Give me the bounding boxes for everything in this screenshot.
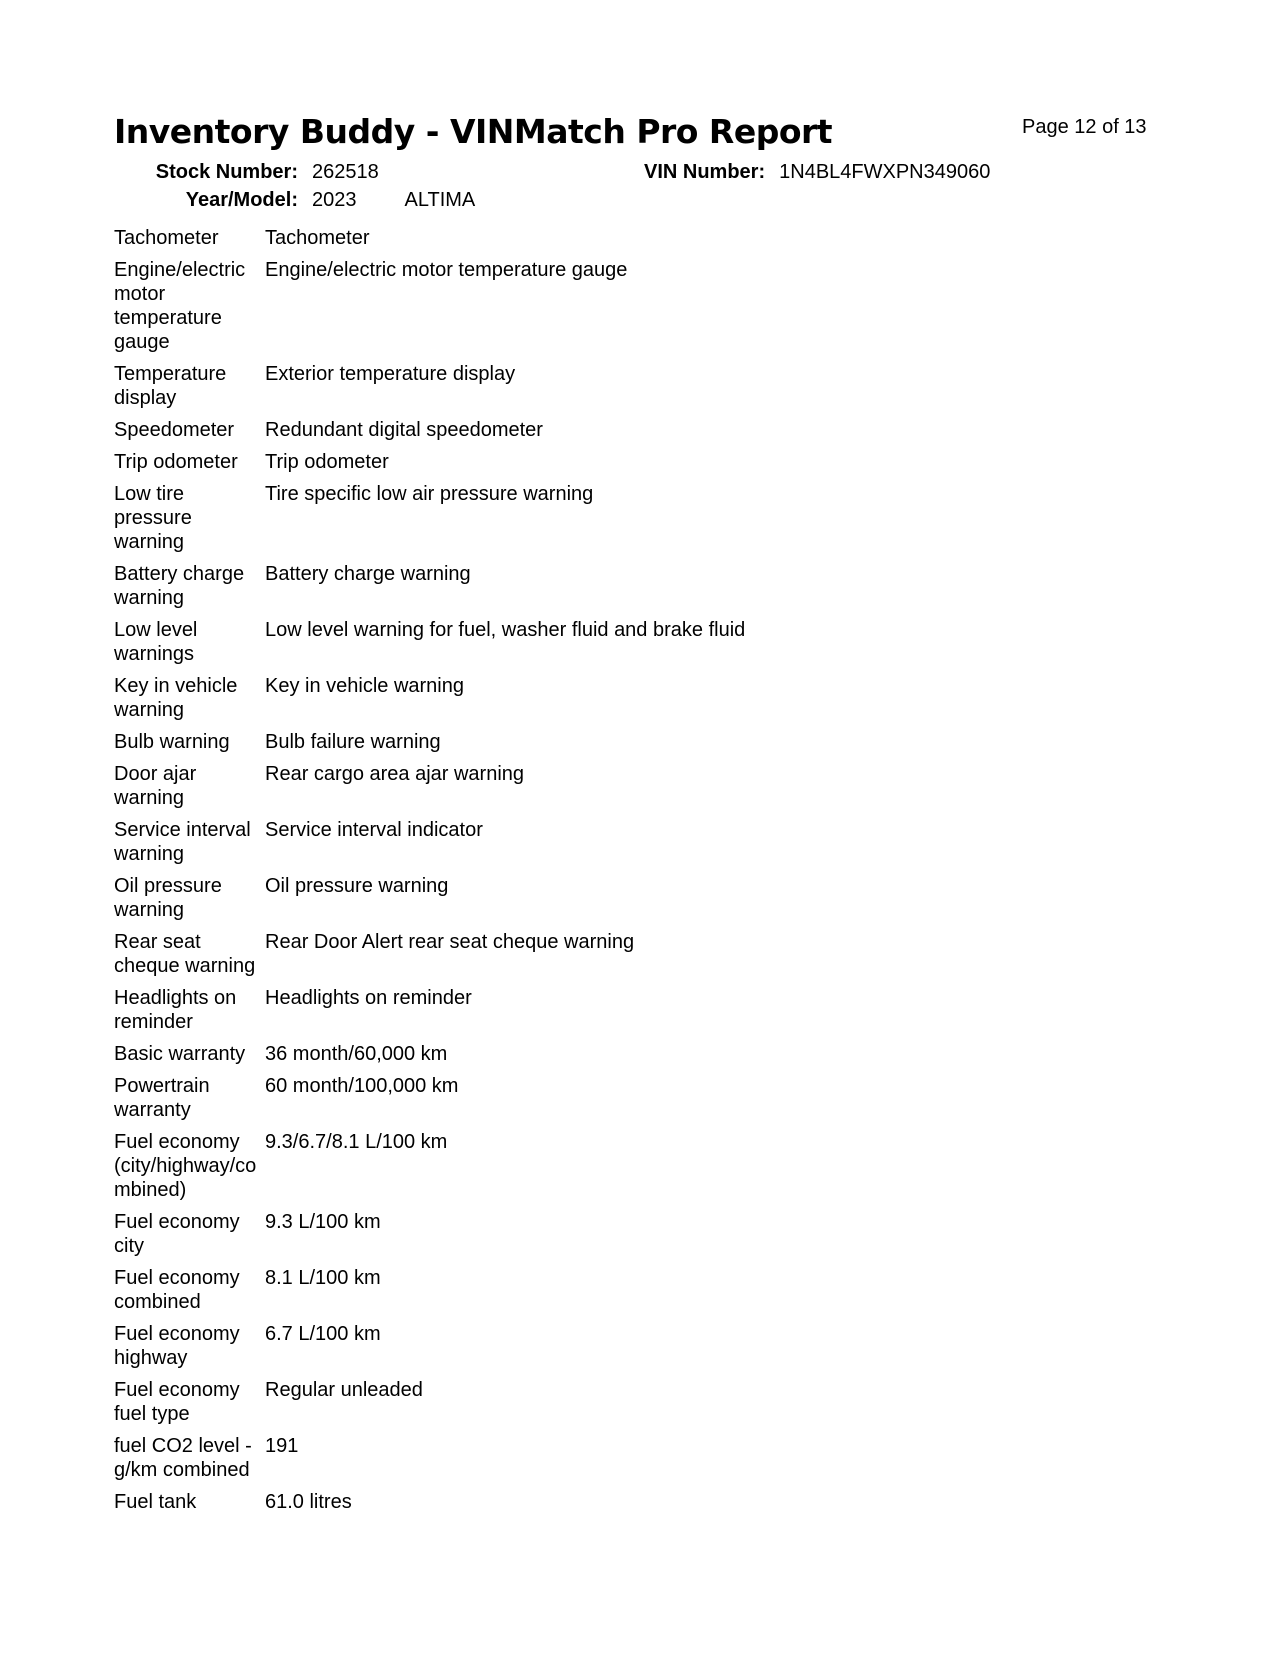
- spec-value: 6.7 L/100 km: [265, 1323, 381, 1345]
- spec-row: [114, 562, 1014, 618]
- spec-value: 61.0 litres: [265, 1491, 352, 1513]
- spec-label: Headlights on reminder: [114, 987, 237, 1033]
- spec-label: Tachometer: [114, 227, 219, 249]
- spec-row: [114, 1042, 1014, 1074]
- spec-table: [114, 226, 1014, 1522]
- stock-number-row: [114, 161, 379, 184]
- spec-row: [114, 418, 1014, 450]
- spec-row: [114, 450, 1014, 482]
- spec-row: [114, 762, 1014, 818]
- spec-label: Engine/electric motor temperature gauge: [114, 259, 246, 353]
- spec-value: Low level warning for fuel, washer fluid and brake fluid: [265, 619, 746, 641]
- spec-value: Headlights on reminder: [265, 987, 472, 1009]
- spec-value: 9.3/6.7/8.1 L/100 km: [265, 1131, 448, 1153]
- spec-row: [114, 1266, 1014, 1322]
- spec-value: Service interval indicator: [265, 819, 483, 841]
- spec-label: Fuel tank: [114, 1491, 197, 1513]
- spec-row: [114, 818, 1014, 874]
- spec-label: Door ajar warning: [114, 763, 197, 809]
- spec-label: Fuel economy fuel type: [114, 1379, 240, 1425]
- spec-row: [114, 1378, 1014, 1434]
- spec-value: Tire specific low air pressure warning: [265, 483, 594, 505]
- year-model-row: [114, 189, 475, 212]
- spec-value: 8.1 L/100 km: [265, 1267, 381, 1289]
- spec-label: Key in vehicle warning: [114, 675, 238, 721]
- spec-value: Bulb failure warning: [265, 731, 441, 753]
- report-title: Inventory Buddy - VINMatch Pro Report: [114, 112, 833, 151]
- spec-value: 191: [265, 1435, 299, 1457]
- spec-value: Oil pressure warning: [265, 875, 449, 897]
- spec-row: [114, 362, 1014, 418]
- vin-number-value: 1N4BL4FWXPN349060: [779, 161, 991, 183]
- spec-row: [114, 1074, 1014, 1130]
- spec-value: Battery charge warning: [265, 563, 471, 585]
- spec-value: Rear Door Alert rear seat cheque warning: [265, 931, 635, 953]
- spec-row: [114, 482, 1014, 562]
- spec-label: Basic warranty: [114, 1043, 246, 1065]
- spec-value: Engine/electric motor temperature gauge: [265, 259, 628, 281]
- spec-value: Regular unleaded: [265, 1379, 423, 1401]
- spec-row: [114, 730, 1014, 762]
- year-value: 2023: [312, 189, 357, 211]
- stock-number-value: 262518: [312, 161, 379, 183]
- spec-row: [114, 618, 1014, 674]
- spec-label: Service interval warning: [114, 819, 251, 865]
- spec-row: [114, 226, 1014, 258]
- spec-label: Speedometer: [114, 419, 235, 441]
- spec-label: Low tire pressure warning: [114, 483, 192, 553]
- vin-number-label: VIN Number:: [644, 161, 766, 183]
- spec-label: Oil pressure warning: [114, 875, 222, 921]
- spec-value: Trip odometer: [265, 451, 389, 473]
- stock-number-label: Stock Number:: [155, 161, 298, 183]
- page-number: Page 12 of 13: [1022, 116, 1147, 138]
- spec-label: Rear seat cheque warning: [114, 931, 256, 977]
- spec-row: [114, 674, 1014, 730]
- spec-label: Fuel economy combined: [114, 1267, 240, 1313]
- spec-label: Temperature display: [114, 363, 227, 409]
- spec-row: [114, 986, 1014, 1042]
- spec-label: Fuel economy city: [114, 1211, 240, 1257]
- spec-label: Bulb warning: [114, 731, 230, 753]
- spec-value: Key in vehicle warning: [265, 675, 464, 697]
- spec-value: Exterior temperature display: [265, 363, 516, 385]
- spec-row: [114, 1130, 1014, 1210]
- spec-value: Tachometer: [265, 227, 370, 249]
- spec-row: [114, 1210, 1014, 1266]
- spec-row: [114, 1434, 1014, 1490]
- spec-value: 9.3 L/100 km: [265, 1211, 381, 1233]
- spec-value: Redundant digital speedometer: [265, 419, 543, 441]
- spec-row: [114, 874, 1014, 930]
- spec-label: Powertrain warranty: [114, 1075, 210, 1121]
- model-value: ALTIMA: [404, 189, 476, 211]
- spec-value: 60 month/100,000 km: [265, 1075, 459, 1097]
- spec-label: Low level warnings: [114, 619, 198, 665]
- spec-row: [114, 258, 1014, 362]
- spec-label: Trip odometer: [114, 451, 238, 473]
- spec-label: Fuel economy highway: [114, 1323, 240, 1369]
- spec-row: [114, 930, 1014, 986]
- spec-value: Rear cargo area ajar warning: [265, 763, 525, 785]
- year-model-label: Year/Model:: [185, 189, 298, 211]
- spec-label: fuel CO2 level - g/km combined: [114, 1435, 252, 1481]
- vin-number-row: [644, 161, 990, 184]
- spec-value: 36 month/60,000 km: [265, 1043, 448, 1065]
- spec-label: Battery charge warning: [114, 563, 245, 609]
- spec-row: [114, 1322, 1014, 1378]
- spec-label: Fuel economy (city/highway/combined): [114, 1131, 257, 1201]
- spec-table-body: [114, 226, 1014, 1522]
- spec-row: [114, 1490, 1014, 1522]
